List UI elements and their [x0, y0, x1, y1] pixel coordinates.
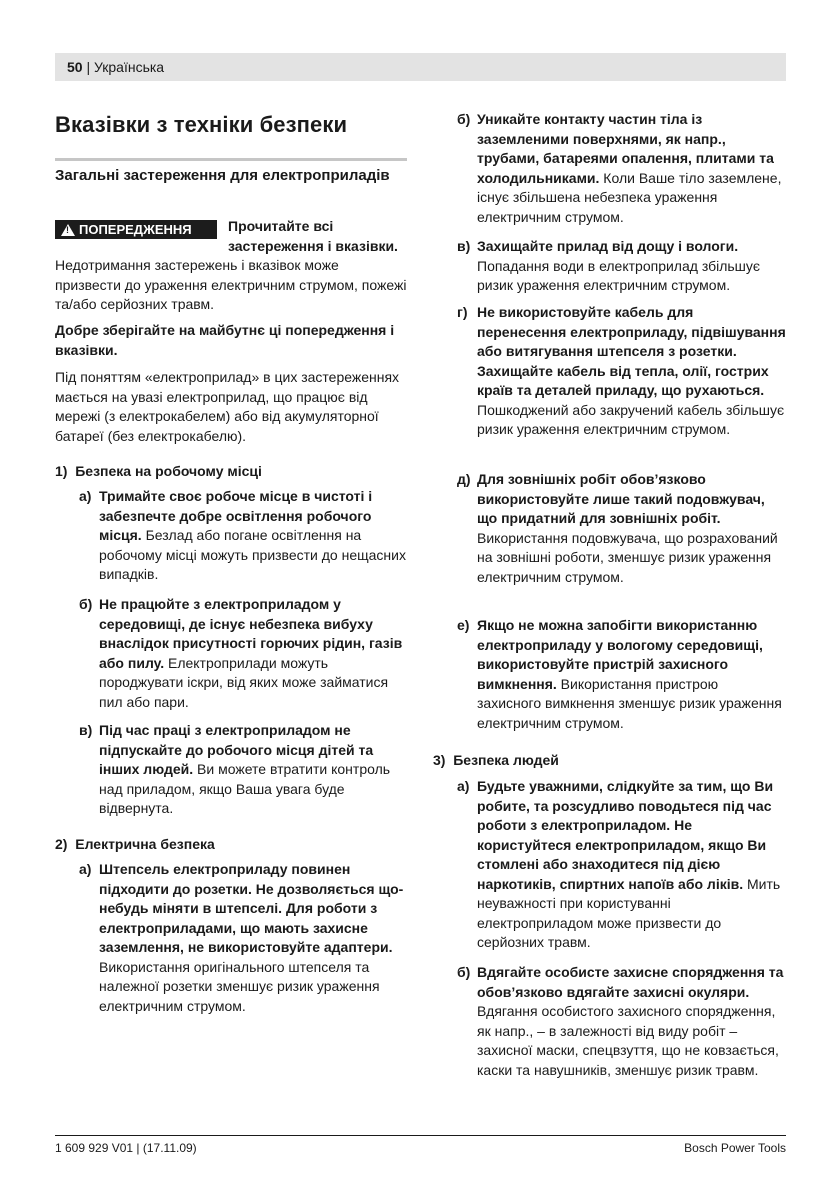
- item-text: Використання оригінального штепселя та належної розетки зменшує ризик ураження електричним струмом.: [99, 958, 380, 1014]
- list-item: [457, 616, 786, 733]
- list-item: [79, 595, 406, 712]
- item-bold-text: Штепсель електроприладу повинен підходити до розетки. Не дозволяється що-небудь міняти в штепселі. Для роботи з електроприладами, що мають захисне заземлення, не використовуйте адаптери.: [99, 861, 404, 955]
- item-label: б): [457, 964, 471, 980]
- warning-body: Недотримання застережень і вказівок може призвести до ураження електричним струмом, пожежі та/або серйозних травм.: [55, 257, 407, 312]
- item-text: Пошкоджений або закручений кабель збільшує ризик ураження електричним струмом.: [477, 401, 785, 437]
- item-text: Електроприлади можуть породжувати іскри, від яких може займатися пил або пари.: [99, 654, 389, 710]
- warning-badge-label: ПОПЕРЕДЖЕННЯ: [79, 222, 192, 237]
- item-text: Мить неуважності при користуванні електроприладом може призвести до серйозних травм.: [477, 875, 781, 950]
- list-item: [457, 110, 786, 227]
- list-item: [457, 963, 786, 1080]
- item-bold-text: Будьте уважними, слідкуйте за тим, що Ви робите, та розсудливо поводьтеся під час роботи з електроприладом. Не користуйтеся електроприладом, якщо Ви стомлені або знаходитеся під дією наркотиків, спиртних напоїв або ліків.: [477, 778, 774, 892]
- footer-brand: Bosch Power Tools: [684, 1141, 786, 1155]
- item-bold-text: Захищайте прилад від дощу і вологи.: [477, 238, 739, 254]
- item-bold-text: Не працюйте з електроприладом у середовищі, де існує небезпека вибуху внаслідок присутності горючих рідин, газів або пилу.: [99, 596, 403, 671]
- item-bold-text: Тримайте своє робоче місце в чистоті і забезпечте добре освітлення робочого місця.: [99, 488, 373, 543]
- list-item: [79, 487, 406, 585]
- footer-doc-code: 1 609 929 V01 | (17.11.09): [55, 1141, 197, 1155]
- list-item: [79, 721, 406, 819]
- item-bold-text: Якщо не можна запобігти використанню електроприладу у вологому середовищі, використовуйте пристрій захисного вимкнення.: [477, 617, 763, 692]
- list-item: [79, 860, 406, 1016]
- list-item: [457, 237, 786, 296]
- item-bold-text: Вдягайте особисте захисне спорядження та обов’язково вдягайте захисні окуляри.: [477, 964, 784, 1000]
- section-heading-text: Електрична безпека: [75, 836, 215, 852]
- page-title: Вказівки з техніки безпеки: [55, 112, 348, 137]
- definition-paragraph: Під поняттям «електроприлад» в цих застереженнях мається на увазі електроприлад, що працює від мережі (з електрокабелем) або від акумуляторної батареї (без електрокабелю).: [55, 369, 400, 444]
- warning-badge: [55, 220, 217, 239]
- header-text: [67, 59, 164, 75]
- item-label: б): [79, 596, 93, 612]
- item-label: а): [79, 488, 92, 504]
- warning-lead: Прочитайте всі застереження і вказівки.: [228, 218, 398, 254]
- page-number: 50: [67, 59, 83, 75]
- item-text: Ви можете втратити контроль над приладом, якщо Ваша увага буде відвернута.: [99, 761, 391, 816]
- list-item: [457, 777, 786, 953]
- header-language: Українська: [94, 59, 165, 75]
- item-bold-text: Для зовнішніх робіт обов’язково використовуйте лише такий подовжувач, що придатний для зовнішніх робіт.: [477, 471, 765, 526]
- section-heading: [55, 462, 262, 481]
- item-label: б): [457, 111, 471, 127]
- item-label: в): [79, 722, 93, 738]
- list-item: [457, 303, 786, 440]
- section-heading-text: Безпека на робочому місці: [75, 463, 262, 479]
- section-number: 1): [55, 463, 68, 479]
- header-separator: |: [82, 59, 94, 75]
- item-label: а): [79, 861, 92, 877]
- item-text: Попадання води в електроприлад збільшує ризик ураження електричним струмом.: [477, 257, 761, 293]
- item-text: Використання пристрою захисного вимкнення зменшує ризик ураження електричним струмом.: [477, 675, 782, 731]
- section-number: 2): [55, 836, 68, 852]
- footer-divider: [55, 1135, 786, 1136]
- item-label: г): [457, 304, 468, 320]
- item-text: Коли Ваше тіло заземлене, існує збільшена небезпека ураження електричним струмом.: [477, 169, 782, 225]
- item-text: Безлад або погане освітлення на робочому місці можуть призвести до нещасних випадків.: [99, 527, 406, 582]
- page-header: [55, 53, 786, 81]
- section-divider: [55, 158, 407, 161]
- keep-instructions: Добре зберігайте на майбутнє ці попередження і вказівки.: [55, 322, 395, 358]
- section-heading-text: Безпека людей: [453, 752, 559, 768]
- section-number: 3): [433, 752, 446, 768]
- item-label: а): [457, 778, 470, 794]
- item-bold-text: Не використовуйте кабель для перенесення електроприладу, підвішування або витягування штепселя з розетки. Захищайте кабель від тепла, олії, гострих країв та деталей приладу, що рухаються.: [477, 304, 786, 398]
- section-heading: [55, 835, 215, 854]
- item-label: д): [457, 471, 471, 487]
- item-bold-text: Під час праці з електроприладом не підпускайте до робочого місця дітей та інших людей.: [99, 722, 374, 777]
- item-label: е): [457, 617, 470, 633]
- item-label: в): [457, 238, 471, 254]
- section-heading: [433, 751, 559, 770]
- item-bold-text: Уникайте контакту частин тіла із заземленими поверхнями, як напр., трубами, батареями опалення, плитами та холодильниками.: [477, 111, 774, 186]
- section-title: Загальні застереження для електроприладів: [55, 167, 390, 184]
- item-text: Використання подовжувача, що розрахований на зовнішні роботи, зменшує ризик ураження електричним струмом.: [477, 529, 778, 585]
- warning-triangle-icon: [61, 224, 75, 236]
- item-text: Вдягання особистого захисного спорядження, як напр., – в залежності від виду робіт – захисної маски, спецвзуття, що не ковзається, каски та навушників, зменшує ризик травм.: [477, 1003, 779, 1078]
- list-item: [457, 470, 786, 587]
